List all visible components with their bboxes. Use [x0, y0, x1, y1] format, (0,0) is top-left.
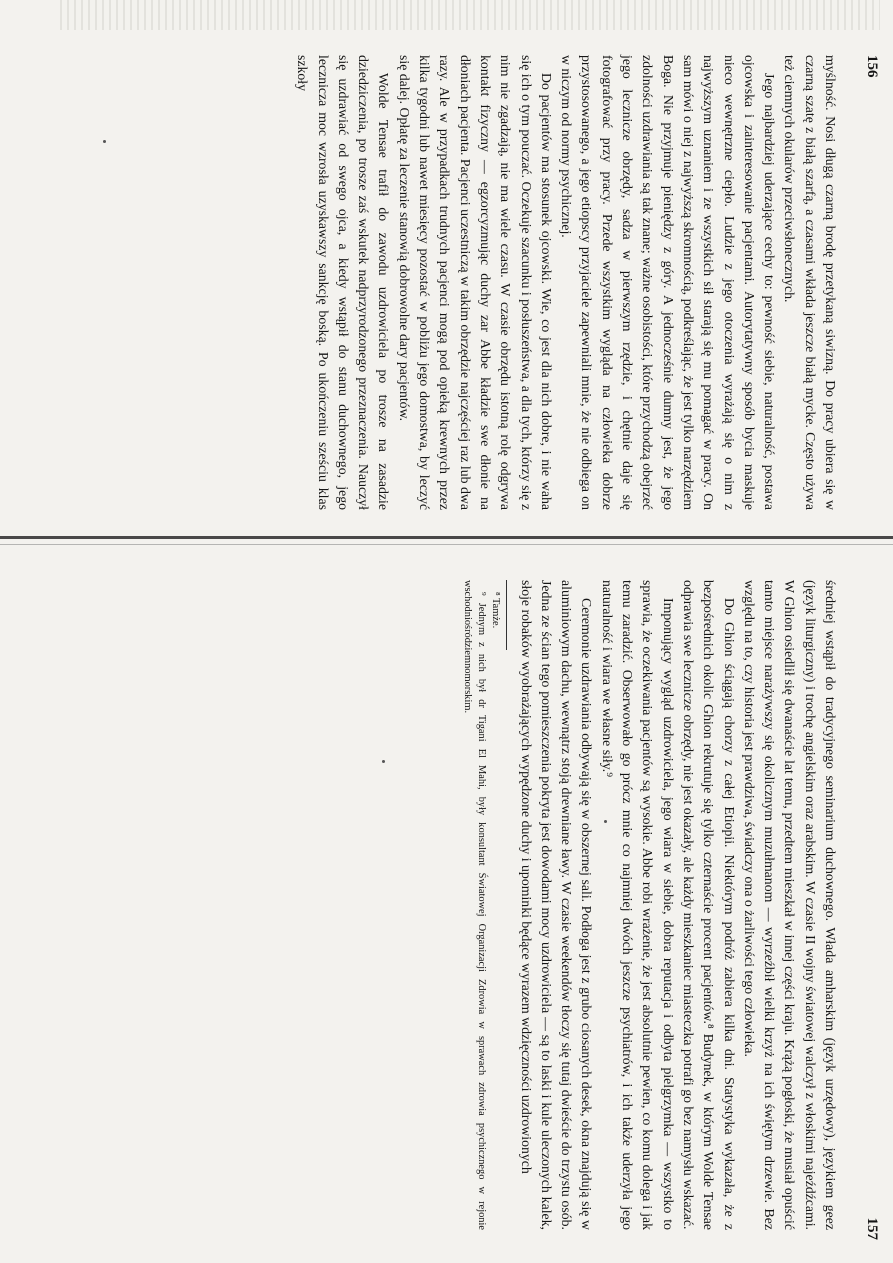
- paragraph: Do Ghion ściągają chorzy z całej Etiopii. Niektórym podróż zabiera kilka dni. Statystyka wykazała, że z bezpośrednich okolic Ghion rekrutuje się tylko czternaście procent pacjentów.⁸ Budynek, w którym Wolde Tensae odprawia swe lecznicze obrzędy, nie jest okazały, ale każdy mieszkaniec miasteczka potrafi go bez namysłu wskazać.: [680, 580, 737, 1230]
- paragraph: Do pacjentów ma stosunek ojcowski. Wie, co jest dla nich dobre, i nie waha się ich o tym pouczać. Oczekuje szacunku i posłuszeństwa, a dla tych, którzy się z nim nie zgadzają, nie ma wiele czasu. W czasie obrzędu istotną rolę odgrywa kontakt fizyczny — egzorcyzmując duchy zar Abbe kładzie swe dłonie na dłoniach pacjenta. Pacjenci uczestniczą w takim obrzędzie najczęściej raz lub dwa razy. Ale w przypadkach trudnych pacjenci mogą pod opieką krewnych przez kilka tygodni lub nawet miesięcy pozostać w pobliżu jego domostwa, by leczyć się dalej. Opłatę za leczenie stanowią dobrowolne dary pacjentów.: [396, 55, 554, 510]
- footnote-rule: [506, 580, 507, 650]
- page-156: [50, 55, 880, 510]
- footnote: ⁸ Tamże.: [490, 592, 502, 629]
- footnotes: [460, 580, 502, 1230]
- paragraph: myślność. Nosi długą czarną brodę przetykaną siwizną. Do pracy ubiera się w czarną szatę z białą szarfą, a czasami wkłada jeszcze białą mycke. Często używa też ciemnych okularów przeciwsłonecznych.: [782, 55, 838, 510]
- paragraph: Imponujący wygląd uzdrowiciela, jego wiara w siebie, dobra reputacja i odbyta pielgrzymka — wszystko to sprawia, że oczekiwania pacjentów są wysokie. Abbe robi wrażenie, że jest absolutnie pewien, co komu dolega i jak temu zaradzić. Obserwowało go prócz mnie co najmniej dwóch jeszcze psychiatrów, i ich także uderzyła jego naturalność i wiara we własne siły.⁹: [599, 580, 676, 1230]
- scan-noise: [60, 0, 880, 30]
- book-gutter-shadow: [0, 544, 893, 545]
- page-157: [50, 580, 880, 1240]
- page-body: [292, 55, 840, 510]
- page-number: 157: [864, 1217, 880, 1240]
- paragraph: Ceremonie uzdrawiania odbywają się w obszernej sali. Podłoga jest z grubo ciosanych desek, okna znajdują się w aluminiowym dachu, wewnątrz stoją drewniane ławy. W czasie weekendów tłoczy się tutaj dwieście do trzystu osób. Jedna ze ścian tego pomieszczenia pokryta jest dowodami mocy uzdrowiciela — są to laski i kule uleczonych kalek, słoje robaków wyobrażających wypędzone duchy i upominki będące wyrazem wdzięczności uzdrowionych: [518, 580, 595, 1230]
- paragraph: średniej wstąpił do tradycyjnego seminarium duchownego. Włada amharskim (język urzędowy), językiem geez (język liturgiczny) i trochę angielskim oraz arabskim. W czasie II wojny światowej walczył z włoskimi najeźdźcami. W Ghion osiedlił się dwanaście lat temu, przedtem mieszkał w innej części kraju. Krążą pogłoski, że musiał opuścić tamto miejsce narażywszy się okolicznym muzułmanom — wyrzeźbił wielki krzyż na ich świętym drzewie. Bez względu na to, czy historia jest prawdziwa, świadczy ona o żarliwości tego człowieka.: [741, 580, 838, 1230]
- paragraph: Wolde Tensae trafił do zawodu uzdrowiciela po trosze na zasadzie dziedziczenia, po trosze zaś wskutek nadprzyrodzonego przeznaczenia. Nauczył się uzdrawiać od swego ojca, a kiedy wstąpił do stanu duchownego, jego lecznicza moc wzrosła uzyskawszy sankcję boską. Po ukończeniu sześciu klas szkoły: [295, 55, 392, 510]
- page-body: [515, 580, 840, 1230]
- page-number: 156: [864, 55, 880, 78]
- book-gutter-line: [0, 536, 893, 539]
- paragraph: Jego najbardziej uderzające cechy to: pewność siebie, naturalność, postawa ojcowska i zainteresowanie pacjentami. Autorytatywny sposób bycia maskuje nieco wewnętrzne ciepło. Ludzie z jego otoczenia wyrażają się o nim z najwyższym uznaniem i ze wszystkich sił starają się mu pomagać w pracy. On sam mówi o niej z najwyższą skromnością, podkreślając, że jest tylko narzędziem Boga. Nie przyjmuje pieniędzy z góry. A jednocześnie dumny jest, że jego zdolności uzdrawiania są tak znane; ważne osobistości, które przychodzą obejrzeć jego lecznicze obrzędy, sadza w pierwszym rzędzie, i chętnie daje się fotografować przy pracy. Przede wszystkim wygląda na człowieka dobrze przystosowanego, a jego etiopscy przyjaciele zapewniali mnie, że nie odbiega on w niczym od normy psychicznej.: [559, 55, 778, 510]
- footnote: ⁹ Jednym z nich był dr Tigani El Mahi, były konsultant Światowej Organizacji Zdrowia w sprawach zdrowia psychicznego w rejonie wschodniośródziemnomorskim.: [462, 580, 488, 1230]
